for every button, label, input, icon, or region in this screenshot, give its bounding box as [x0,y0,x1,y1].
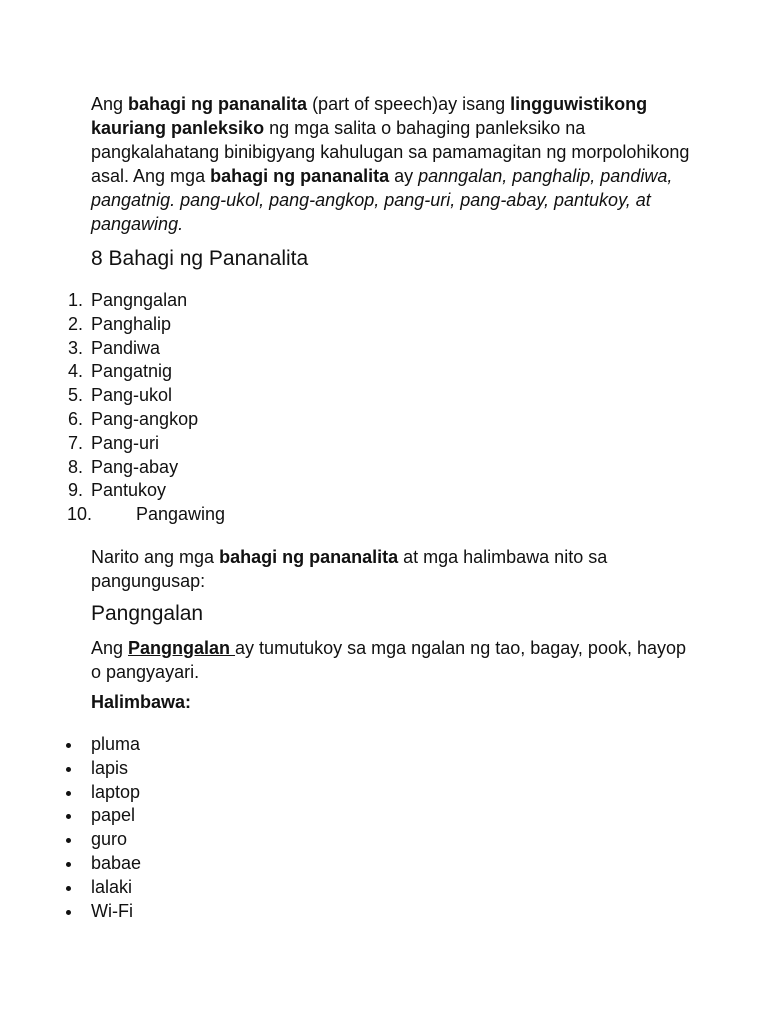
list-number: 3. [68,337,84,358]
list-number: 5. [68,385,84,406]
list-item [0,503,225,527]
bullet-icon [66,791,71,796]
section-heading: 8 Bahagi ng Pananalita [91,247,309,270]
list-item [0,456,225,480]
intro-text: Ang [91,94,129,114]
intro-bold-term: bahagi ng pananalita [210,166,390,186]
list-number: 6. [68,408,84,429]
list-item [0,360,225,384]
list-number: 10. [67,504,93,525]
list-item [0,804,141,828]
intro-text: ay [389,166,419,186]
list-number: 9. [68,480,84,501]
list-item [0,757,141,781]
example-label: laptop [91,781,141,802]
definition-paragraph [91,636,691,684]
list-item [0,828,141,852]
list-item-label: Pang-abay [91,456,179,477]
bullet-icon [66,814,71,819]
list-item [0,408,225,432]
bullet-icon [66,767,71,772]
example-label: pluma [91,734,141,754]
list-item [0,876,141,900]
intro-italic-list: panngalan, panghalip, pandiwa, pangatnig. pang-ukol, pang-angkop, pang-uri, pang-abay, pantukoy, at pangawing. [91,166,673,234]
list-item [0,479,225,503]
list-number: 8. [68,456,84,477]
example-label: Wi-Fi [91,900,133,921]
list-number: 7. [68,432,84,453]
list-item [0,384,225,408]
bullet-icon [66,910,71,915]
list-number: 1. [68,290,84,310]
list-item-label: Pantukoy [91,480,167,501]
intro-text: ng mga salita o bahaging panleksiko na pangkalahatang binibigyang kahulugan sa pamamagitan ng morpolohikong asal. Ang mga [91,118,690,186]
subsection-heading: Pangngalan [91,602,204,625]
bullet-icon [66,886,71,891]
example-label: guro [91,829,128,850]
list-number: 2. [68,313,84,334]
intro-bold-term: bahagi ng pananalita [128,94,308,114]
example-label: lalaki [91,876,133,897]
list-item-label: Pangatnig [91,361,173,382]
example-label: lapis [91,757,129,778]
bullet-icon [66,862,71,867]
intro-bold-term: lingguwistikong kauriang panleksiko [91,94,648,138]
list-item [0,337,225,361]
list-item [0,781,141,805]
definition-text: ay tumutukoy sa mga ngalan ng tao, bagay, pook, hayop o pangyayari. [91,638,687,682]
list-item [0,432,225,456]
list-item [0,733,141,757]
list-item-label: Pangngalan [91,290,188,310]
list-item-label: Pandiwa [91,337,161,358]
narito-text: at mga halimbawa nito sa pangungusap: [91,547,608,591]
list-item [0,289,225,313]
list-number: 4. [68,361,84,382]
example-label: babae [91,852,142,873]
halimbawa-label: Halimbawa: [91,692,192,712]
definition-text: Ang [91,638,129,658]
list-item-label: Pang-angkop [91,408,199,429]
narito-text: Narito ang mga [91,547,220,567]
narito-paragraph [91,545,691,593]
list-item-label: Panghalip [91,313,172,334]
list-item-label: Pang-uri [91,432,160,453]
intro-text: (part of speech)ay isang [307,94,511,114]
list-item-label: Pang-ukol [91,385,173,406]
examples-list [0,733,141,923]
parts-of-speech-list [0,289,225,527]
example-label: papel [91,805,136,826]
list-item [0,852,141,876]
list-item [0,900,141,924]
bullet-icon [66,838,71,843]
list-item [0,313,225,337]
narito-bold-term: bahagi ng pananalita [219,547,399,567]
intro-paragraph [91,92,691,236]
definition-term: Pangngalan [128,638,236,658]
list-item-label: Pangawing [136,504,226,525]
bullet-icon [66,743,71,748]
